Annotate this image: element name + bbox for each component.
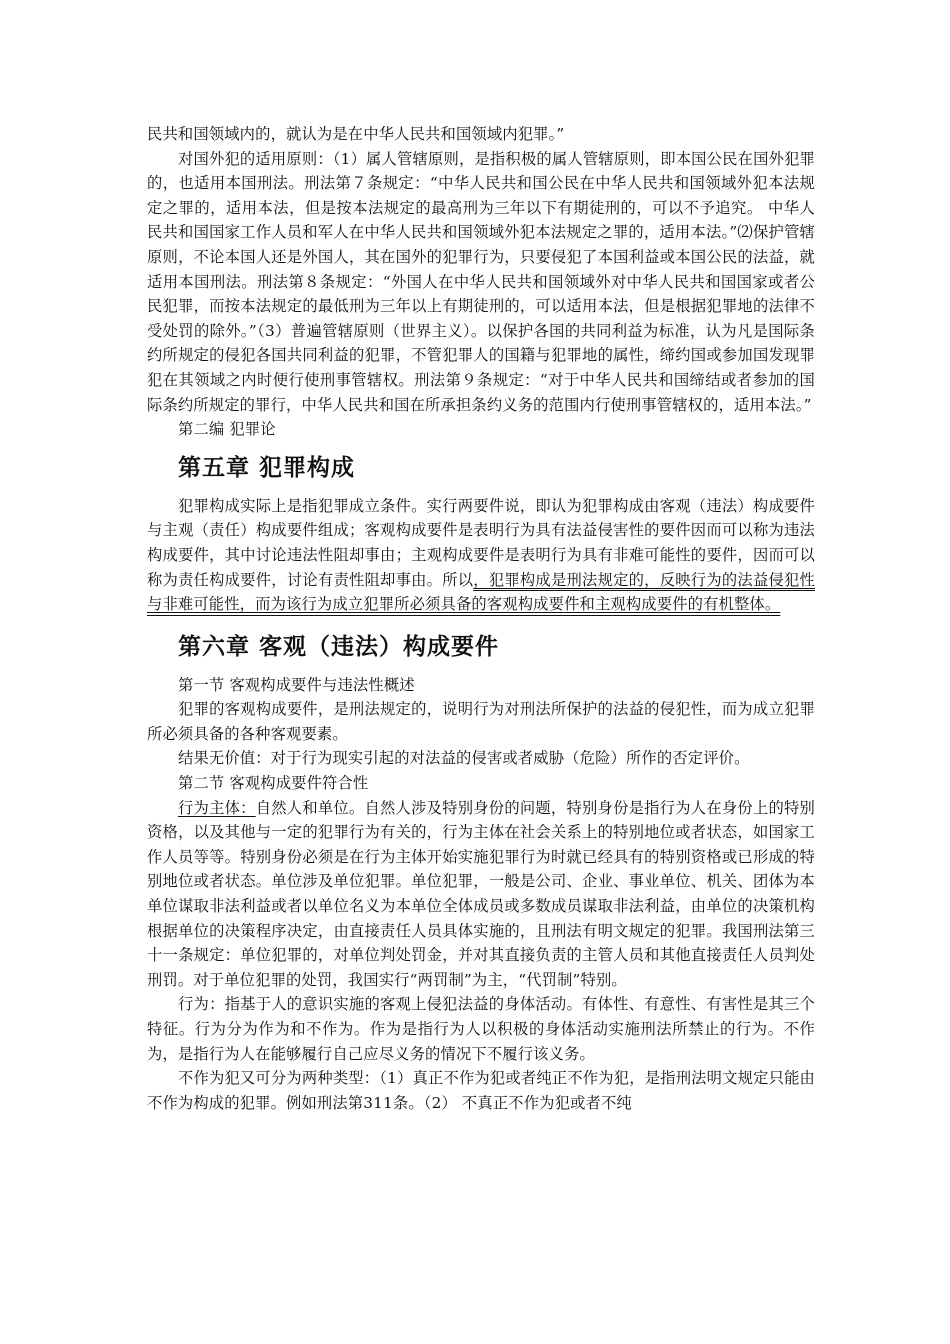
crime-constitution-definition: ，犯罪构成是刑法规定的，反映行为的法益侵犯性与非难可能性，而为该行为成立犯罪所必须具备的客观构成要件和主观构成要件的有机整体。 xyxy=(147,570,815,614)
paragraph-omission-types: 不作为犯又可分为两种类型：（1）真正不作为犯或者纯正不作为犯，是指刑法明文规定只能由不作为构成的犯罪。例如刑法第311条。（2） 不真正不作为犯或者不纯 xyxy=(147,1069,815,1112)
paragraph-actor-subject xyxy=(147,796,815,993)
section-one-heading: 第一节 客观构成要件与违法性概述 xyxy=(178,675,415,694)
actor-subject-label: 行为主体： xyxy=(178,798,256,817)
chapter-six-title: 第六章 客观（违法）构成要件 xyxy=(178,632,500,660)
paragraph-continuation: 民共和国领域内的，就认为是在中华人民共和国领域内犯罪。” xyxy=(147,125,565,143)
paragraph-jurisdiction-principles: 对国外犯的适用原则：（1）属人管辖原则，是指积极的属人管辖原则，即本国公民在国外犯罪的，也适用本国刑法。刑法第７条规定：“中华人民共和国公民在中华人民共和国领域外犯本法规定之罪的，适用本法，但是按本法规定的最高刑为三年以下有期徒刑的，可以不予追究。 中华人民共和国国家工作人员和军人在中华人民共和国领域外犯本法规定之罪的，适用本法。”⑵保护管辖原则，不论本国人还是外国人，其在国外的犯罪行为，只要侵犯了本国利益或本国公民的法益，就适用本国刑法。刑法第８条规定：“外国人在中华人民共和国领域外对中华人民共和国国家或者公民犯罪，而按本法规定的最低刑为三年以上有期徒刑的，可以适用本法，但是根据犯罪地的法律不受处罚的除外。”（3）普遍管辖原则（世界主义）。以保护各国的共同利益为标准，认为凡是国际条约所规定的侵犯各国共同利益的犯罪，不管犯罪人的国籍与犯罪地的属性，缔约国或参加国发现罪犯在其领域之内时便行使刑事管辖权。刑法第９条规定：“对于中华人民共和国缔结或者参加的国际条约所规定的罪行，中华人民共和国在所承担条约义务的范围内行使刑事管辖权的，适用本法。” xyxy=(147,149,815,414)
crime-constitution-intro: 犯罪构成实际上是指犯罪成立条件。实行两要件说，即认为犯罪构成由客观（违法）构成要件与主观（责任）构成要件组成；客观构成要件是表明行为具有法益侵害性的要件因而可以称为违法构成要件，其中讨论违法性阻却事由；主观构成要件是表明行为具有非难可能性的要件，因而可以称为责任构成要件，讨论有责性阻却事由。所以 xyxy=(147,496,815,589)
chapter-five-title: 第五章 犯罪构成 xyxy=(178,453,356,481)
actor-subject-text: 自然人和单位。自然人涉及特别身份的问题，特别身份是指行为人在身份上的特别资格，以及其他与一定的犯罪行为有关的，行为主体在社会关系上的特别地位或者状态，如国家工作人员等等。特别身份必须是在行为主体开始实施犯罪行为时就已经具有的特别资格或已形成的特别地位或者状态。单位涉及单位犯罪。单位犯罪，一般是公司、企业、事业单位、机关、团体为本单位谋取非法利益或者以单位名义为本单位全体成员或多数成员谋取非法利益，由单位的决策机构根据单位的决策程序决定，由直接责任人员具体实施的，且刑法有明文规定的犯罪。我国刑法第三十一条规定：单位犯罪的，对单位判处罚金，并对其直接负责的主管人员和其他直接责任人员判处刑罚。对于单位犯罪的处罚，我国实行“两罚制”为主，“代罚制”特别。 xyxy=(147,798,815,989)
section-two-heading: 第二节 客观构成要件符合性 xyxy=(178,774,369,793)
paragraph-objective-elements: 犯罪的客观构成要件，是刑法规定的，说明行为对刑法所保护的法益的侵犯性，而为成立犯罪所必须具备的各种客观要素。 xyxy=(147,700,815,743)
paragraph-conduct: 行为：指基于人的意识实施的客观上侵犯法益的身体活动。有体性、有意性、有害性是其三个特征。行为分为作为和不作为。作为是指行为人以积极的身体活动实施刑法所禁止的行为。不作为，是指行为人在能够履行自己应尽义务的情况下不履行该义务。 xyxy=(147,995,815,1063)
part-two-heading: 第二编 犯罪论 xyxy=(178,420,276,439)
paragraph-result-disvalue: 结果无价值：对于行为现实引起的对法益的侵害或者威胁（危险）所作的否定评价。 xyxy=(178,749,750,768)
document-body xyxy=(147,122,815,1115)
paragraph-crime-constitution xyxy=(147,494,815,617)
